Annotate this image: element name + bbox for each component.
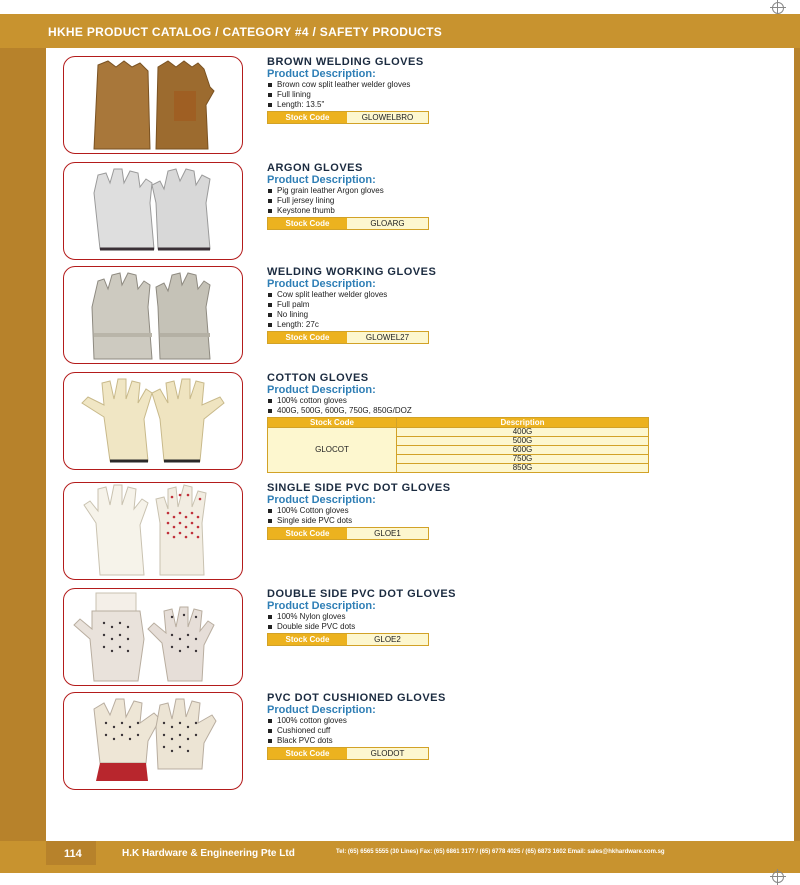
stock-code-label: Stock Code bbox=[268, 218, 347, 229]
catalog-title: HKHE PRODUCT CATALOG / CATEGORY #4 / SAFETY PRODUCTS bbox=[48, 25, 443, 39]
product-description-label: Product Description: bbox=[267, 384, 376, 396]
stock-code-value: GLOARG bbox=[347, 218, 428, 229]
stock-code-box bbox=[267, 331, 429, 344]
product-photo-single-side-pvc-dot-gloves bbox=[63, 482, 243, 580]
product-info bbox=[267, 56, 667, 124]
product-description-label: Product Description: bbox=[267, 600, 376, 612]
company-name: H.K Hardware & Engineering Pte Ltd bbox=[122, 848, 295, 859]
feature-item: Length: 27c bbox=[267, 320, 667, 330]
product-name: WELDING WORKING GLOVES bbox=[267, 266, 437, 278]
feature-item: Full palm bbox=[267, 300, 667, 310]
stock-code-box bbox=[267, 633, 429, 646]
feature-item: Keystone thumb bbox=[267, 206, 667, 216]
feature-list bbox=[267, 506, 667, 526]
stock-code-label: Stock Code bbox=[268, 112, 347, 123]
product-info bbox=[267, 372, 667, 473]
stock-code-box bbox=[267, 747, 429, 760]
feature-item: Cow split leather welder gloves bbox=[267, 290, 667, 300]
title-band bbox=[0, 14, 800, 48]
stock-code-box bbox=[267, 217, 429, 230]
table-header-stock-code: Stock Code bbox=[268, 418, 397, 428]
feature-list bbox=[267, 716, 667, 746]
product-description-label: Product Description: bbox=[267, 278, 376, 290]
table-cell-description: 600G bbox=[397, 446, 649, 455]
product-name: COTTON GLOVES bbox=[267, 372, 369, 384]
contact-info: Tel: (65) 6565 5555 (30 Lines) Fax: (65) 6861 3177 / (65) 6778 4025 / (65) 6873 1602 Email: sales@hkhardware.com.sg bbox=[336, 849, 665, 855]
feature-item: Length: 13.5" bbox=[267, 100, 667, 110]
table-header-description: Description bbox=[397, 418, 649, 428]
feature-item: Brown cow split leather welder gloves bbox=[267, 80, 667, 90]
stock-code-value: GLODOT bbox=[347, 748, 428, 759]
product-name: SINGLE SIDE PVC DOT GLOVES bbox=[267, 482, 451, 494]
feature-item: 100% Cotton gloves bbox=[267, 506, 667, 516]
table-cell-description: 500G bbox=[397, 437, 649, 446]
crop-mark-icon bbox=[772, 2, 784, 14]
stock-code-label: Stock Code bbox=[268, 748, 347, 759]
product-photo-brown-welding-gloves bbox=[63, 56, 243, 154]
feature-list bbox=[267, 80, 667, 110]
product-name: PVC DOT CUSHIONED GLOVES bbox=[267, 692, 446, 704]
product-description-label: Product Description: bbox=[267, 174, 376, 186]
stock-code-label: Stock Code bbox=[268, 528, 347, 539]
product-description-label: Product Description: bbox=[267, 494, 376, 506]
feature-item: Cushioned cuff bbox=[267, 726, 667, 736]
feature-item: Single side PVC dots bbox=[267, 516, 667, 526]
product-photo-argon-gloves bbox=[63, 162, 243, 260]
product-info bbox=[267, 692, 667, 760]
feature-list bbox=[267, 396, 667, 416]
feature-item: Black PVC dots bbox=[267, 736, 667, 746]
table-cell-description: 850G bbox=[397, 464, 649, 473]
product-name: DOUBLE SIDE PVC DOT GLOVES bbox=[267, 588, 457, 600]
feature-item: 400G, 500G, 600G, 750G, 850G/DOZ bbox=[267, 406, 667, 416]
page-number: 114 bbox=[64, 848, 82, 860]
feature-item: 100% cotton gloves bbox=[267, 716, 667, 726]
stock-code-value: GLOE2 bbox=[347, 634, 428, 645]
product-info bbox=[267, 588, 667, 646]
stock-description-table bbox=[267, 417, 649, 473]
product-photo-pvc-dot-cushioned-gloves bbox=[63, 692, 243, 790]
top-header bbox=[0, 0, 800, 48]
stock-code-label: Stock Code bbox=[268, 634, 347, 645]
page-footer bbox=[0, 841, 800, 873]
stock-code-box bbox=[267, 527, 429, 540]
stock-code-value: GLOWELBRO bbox=[347, 112, 428, 123]
crop-mark-icon bbox=[772, 871, 784, 883]
product-description-label: Product Description: bbox=[267, 704, 376, 716]
product-photo-cotton-gloves bbox=[63, 372, 243, 470]
product-name: ARGON GLOVES bbox=[267, 162, 363, 174]
feature-item: 100% Nylon gloves bbox=[267, 612, 667, 622]
feature-item: Pig grain leather Argon gloves bbox=[267, 186, 667, 196]
product-info bbox=[267, 162, 667, 230]
product-photo-double-side-pvc-dot-gloves bbox=[63, 588, 243, 686]
product-info bbox=[267, 266, 667, 344]
stock-code-box bbox=[267, 111, 429, 124]
feature-list bbox=[267, 186, 667, 216]
table-cell-description: 400G bbox=[397, 428, 649, 437]
stock-code-value: GLOWEL27 bbox=[347, 332, 428, 343]
table-row bbox=[268, 428, 649, 437]
table-cell-description: 750G bbox=[397, 455, 649, 464]
product-info bbox=[267, 482, 667, 540]
feature-item: Full lining bbox=[267, 90, 667, 100]
feature-item: Full jersey lining bbox=[267, 196, 667, 206]
feature-item: Double side PVC dots bbox=[267, 622, 667, 632]
stock-code-value: GLOE1 bbox=[347, 528, 428, 539]
product-name: BROWN WELDING GLOVES bbox=[267, 56, 424, 68]
feature-item: 100% cotton gloves bbox=[267, 396, 667, 406]
table-cell-stock-code: GLOCOT bbox=[268, 428, 397, 473]
product-description-label: Product Description: bbox=[267, 68, 376, 80]
product-photo-welding-working-gloves bbox=[63, 266, 243, 364]
right-sidebar-band bbox=[794, 48, 800, 841]
left-sidebar-band bbox=[0, 48, 46, 841]
feature-item: No lining bbox=[267, 310, 667, 320]
feature-list bbox=[267, 290, 667, 330]
stock-code-label: Stock Code bbox=[268, 332, 347, 343]
feature-list bbox=[267, 612, 667, 632]
